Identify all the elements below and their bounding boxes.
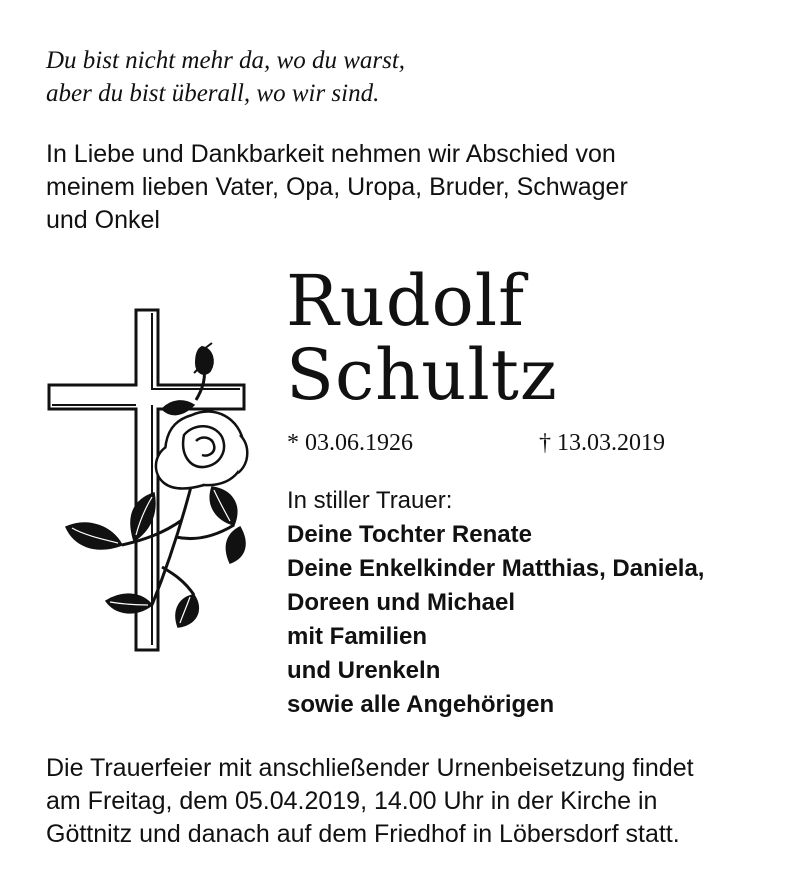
motto-line-1: Du bist nicht mehr da, wo du warst, [46, 47, 406, 74]
mourner-line: und Urenkeln [287, 657, 441, 684]
motto-line-2: aber du bist überall, wo wir sind. [46, 80, 380, 107]
death-date: † 13.03.2019 [539, 430, 665, 456]
birth-date: * 03.06.1926 [287, 430, 413, 456]
service-line-2: am Freitag, dem 05.04.2019, 14.00 Uhr in der Kirche in [46, 787, 658, 815]
mourner-line: Doreen und Michael [287, 589, 516, 616]
service-info [46, 752, 766, 851]
mourner-line: Deine Tochter Renate [287, 521, 532, 548]
service-line-1: Die Trauerfeier mit anschließender Urnenbeisetzung findet [46, 754, 694, 782]
mourner-line: mit Familien [287, 623, 428, 650]
intro-line-3: und Onkel [46, 206, 160, 234]
cross-with-rose-icon [44, 305, 256, 665]
intro-text [46, 138, 746, 237]
service-line-3: Göttnitz und danach auf dem Friedhof in Löbersdorf statt. [46, 820, 680, 848]
deceased-name [286, 260, 558, 416]
rose-bud-icon [194, 343, 213, 374]
mourners-block [287, 484, 704, 722]
intro-line-1: In Liebe und Dankbarkeit nehmen wir Abschied von [46, 140, 616, 168]
deceased-last-name: Schultz [286, 334, 558, 416]
rose-bloom-icon [156, 412, 247, 489]
mourners-lead: In stiller Trauer: [287, 487, 453, 514]
deceased-first-name: Rudolf [286, 260, 526, 342]
motto [46, 44, 405, 110]
mourner-line: Deine Enkelkinder Matthias, Daniela, [287, 555, 705, 582]
mourner-line: sowie alle Angehörigen [287, 691, 555, 718]
intro-line-2: meinem lieben Vater, Opa, Uropa, Bruder, Schwager [46, 173, 628, 201]
